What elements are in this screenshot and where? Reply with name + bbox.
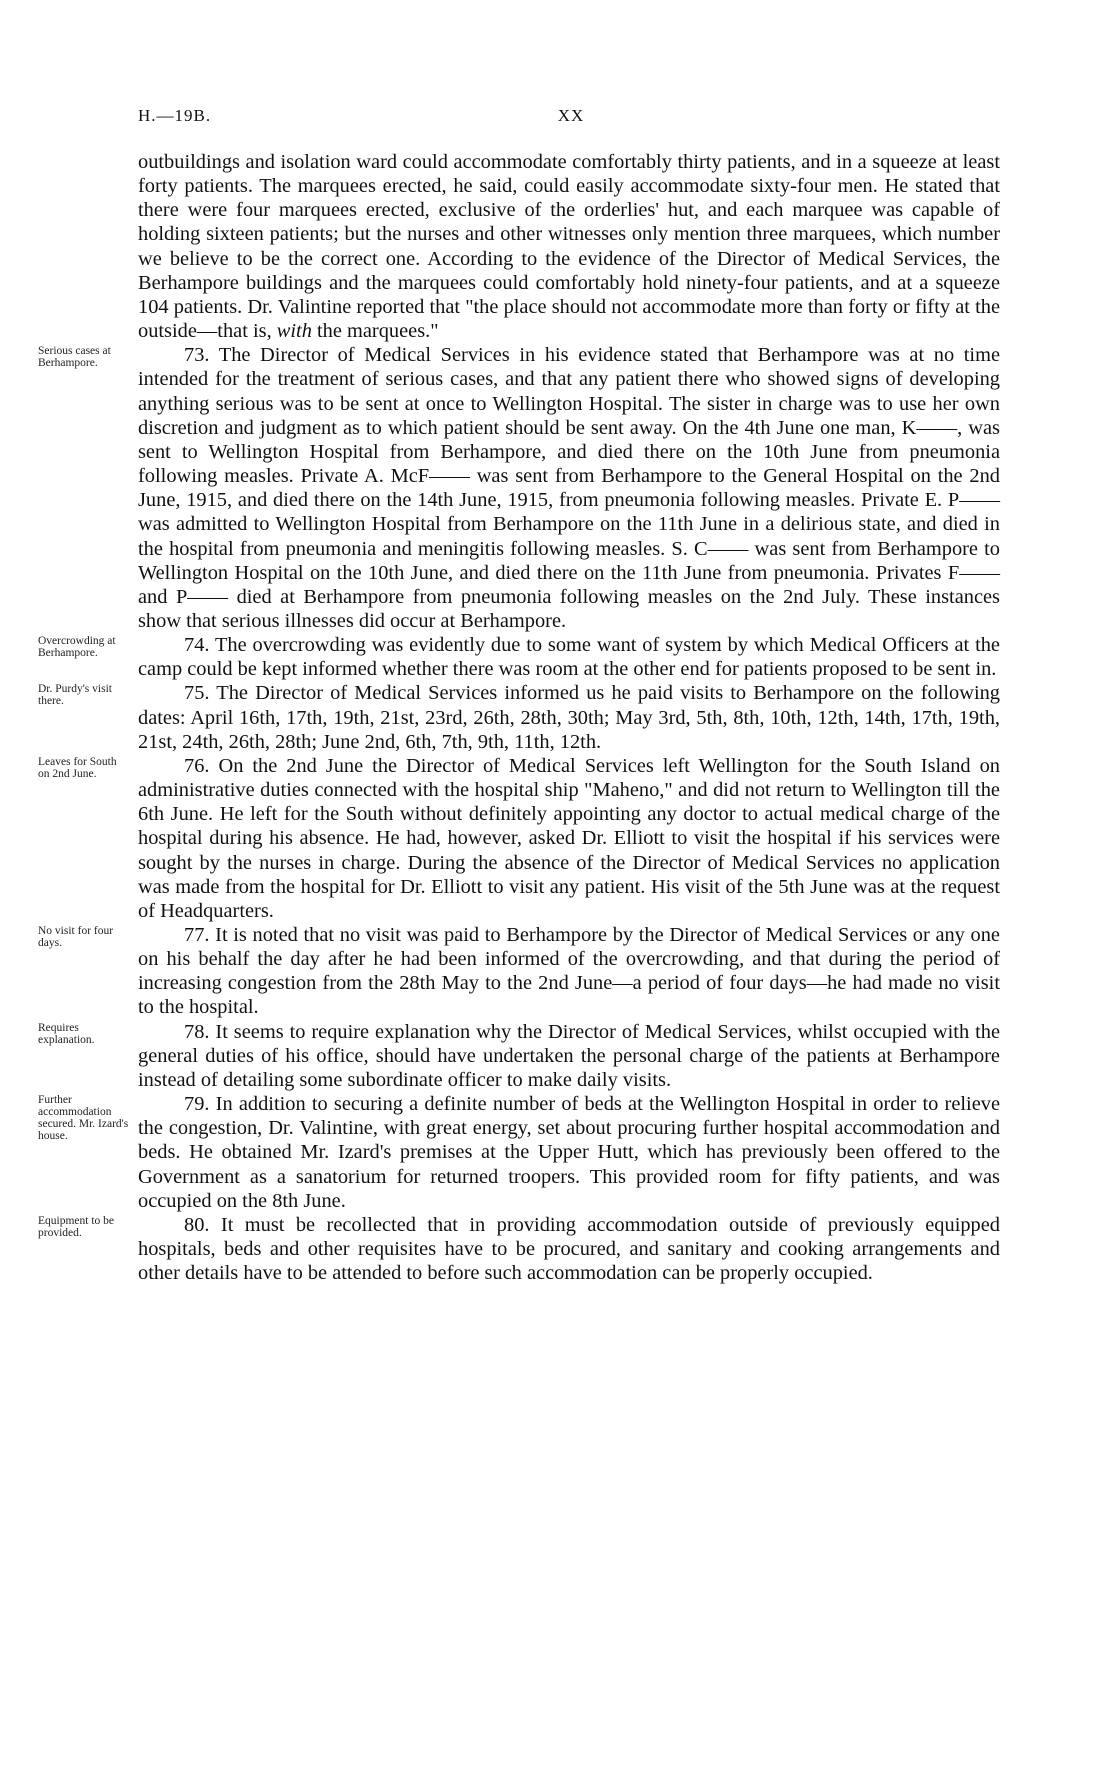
margin-note: Dr. Purdy's visit there.	[38, 683, 112, 708]
margin-note: Serious cases at Berhampore.	[38, 345, 111, 370]
paragraph-80	[38, 1213, 1000, 1285]
paragraph-75	[38, 681, 1000, 753]
margin-note: Equipment to be provided.	[38, 1214, 115, 1239]
paragraph-text: 77. It is noted that no visit was paid to Berhampore by the Director of Medical Services or any one on his behalf the day after he had been informed of the overcrowding, and that during the period of increasing congestion from the 28th May to the 2nd June—a period of four days—he had made no visit to the hospital.	[138, 924, 1000, 1019]
paragraph-text: 78. It seems to require explanation why the Director of Medical Services, whilst occupied with the general duties of his office, should have undertaken the personal charge of the patients at Berhampore instead of detailing some subordinate officer to make daily visits.	[138, 1020, 1000, 1091]
paragraph-74	[38, 633, 1000, 681]
page-header	[138, 106, 1004, 130]
emphasis-text: with	[276, 320, 312, 343]
paragraph-73	[38, 343, 1000, 633]
paragraph-text: 73. The Director of Medical Services in his evidence stated that Berhampore was at no time intended for the treatment of serious cases, and that any patient there who showed signs of developing anything serious was to be sent at once to Wellington Hospital. The sister in charge was to use her own discretion and judgment as to which patient should be sent away. On the 4th June one man, K——, was sent to Wellington Hospital from Berhampore, and died there on the 10th June from pneumonia following measles. Private A. McF—— was sent from Berhampore to the General Hospital on the 2nd June, 1915, and died there on the 14th June, 1915, from pneumonia following measles. Private E. P—— was admitted to Wellington Hospital from Berhampore on the 11th June in a delirious state, and died in the hospital from pneumonia and meningitis following measles. S. C—— was sent from Berhampore to Wellington Hospital on the 10th June, and died there on the 11th June from pneumonia. Privates F—— and P—— died at Berhampore from pneumonia following measles on the 2nd July. These instances show that serious illnesses did occur at Berhampore.	[138, 344, 1000, 632]
paragraph-text: 80. It must be recollected that in providing accommodation outside of previously equipped hospitals, beds and other requisites have to be procured, and sanitary and cooking arrangements and other details have to be attended to before such accommodation can be properly occupied.	[138, 1213, 1000, 1285]
paragraph-76	[38, 754, 1000, 923]
paragraph-text: 75. The Director of Medical Services informed us he paid visits to Berhampore on the following dates: April 16th, 17th, 19th, 21st, 23rd, 26th, 28th, 30th; May 3rd, 5th, 8th, 10th, 12th, 14th, 17th, 19th, 21st, 24th, 26th, 28th; June 2nd, 6th, 7th, 9th, 11th, 12th.	[138, 682, 1000, 753]
paragraph-text: 79. In addition to securing a definite number of beds at the Wellington Hospital in order to relieve the congestion, Dr. Valintine, with great energy, set about procuring further hospital accommodation and beds. He obtained Mr. Izard's premises at the Upper Hutt, which has previously been offered to the Government as a sanatorium for returned troopers. This provided room for fifty patients, and was occupied on the 8th June.	[138, 1093, 1000, 1212]
page-number: XX	[557, 106, 585, 125]
paragraph-78	[38, 1020, 1000, 1092]
paragraph-text: 76. On the 2nd June the Director of Medical Services left Wellington for the South Island on administrative duties connected with the hospital ship "Maheno," and did not return to Wellington till the 6th June. He left for the South without definitely appointing any doctor to actual medical charge of the hospital during his absence. He had, however, asked Dr. Elliott to visit the hospital if his services were sought by the nurses in charge. During the absence of the Director of Medical Services no application was made from the hospital for Dr. Elliott to visit any patient. His visit of the 5th June was at the request of Headquarters.	[138, 754, 1000, 922]
margin-note: Overcrowding at Berhampore.	[38, 635, 116, 660]
margin-note: Leaves for South on 2nd June.	[38, 755, 117, 780]
margin-note: Further accommodation secured. Mr. Izard's house.	[38, 1094, 129, 1143]
paragraph-79	[38, 1092, 1000, 1213]
document-reference: H.—19B.	[138, 106, 212, 125]
paragraph-text: 74. The overcrowding was evidently due to some want of system by which Medical Officers at the camp could be kept informed whether there was room at the other end for patients proposed to be sent in.	[138, 634, 1000, 681]
body-text	[38, 150, 1000, 1285]
paragraph-text: outbuildings and isolation ward could accommodate comfortably thirty patients, and in a squeeze at least forty patients. The marquees erected, he said, could easily accommodate sixty-four men. He stated that there were four marquees erected, exclusive of the orderlies' hut, and each marquee was capable of holding sixteen patients; but the nurses and other witnesses only mention three marquees, which number we believe to be the correct one. According to the evidence of the Director of Medical Services, the Berhampore buildings and the marquees could comfortably hold ninety-four patients, and at a squeeze 104 patients. Dr. Valintine reported that "the place should not accommodate more than forty or fifty at the outside—that is,	[138, 151, 1000, 343]
margin-note: Requires explanation.	[38, 1021, 95, 1046]
paragraph-77	[38, 923, 1000, 1020]
paragraph-continued	[138, 150, 1000, 343]
margin-note: No visit for four days.	[38, 925, 114, 949]
paragraph-text: the marquees."	[311, 320, 439, 343]
